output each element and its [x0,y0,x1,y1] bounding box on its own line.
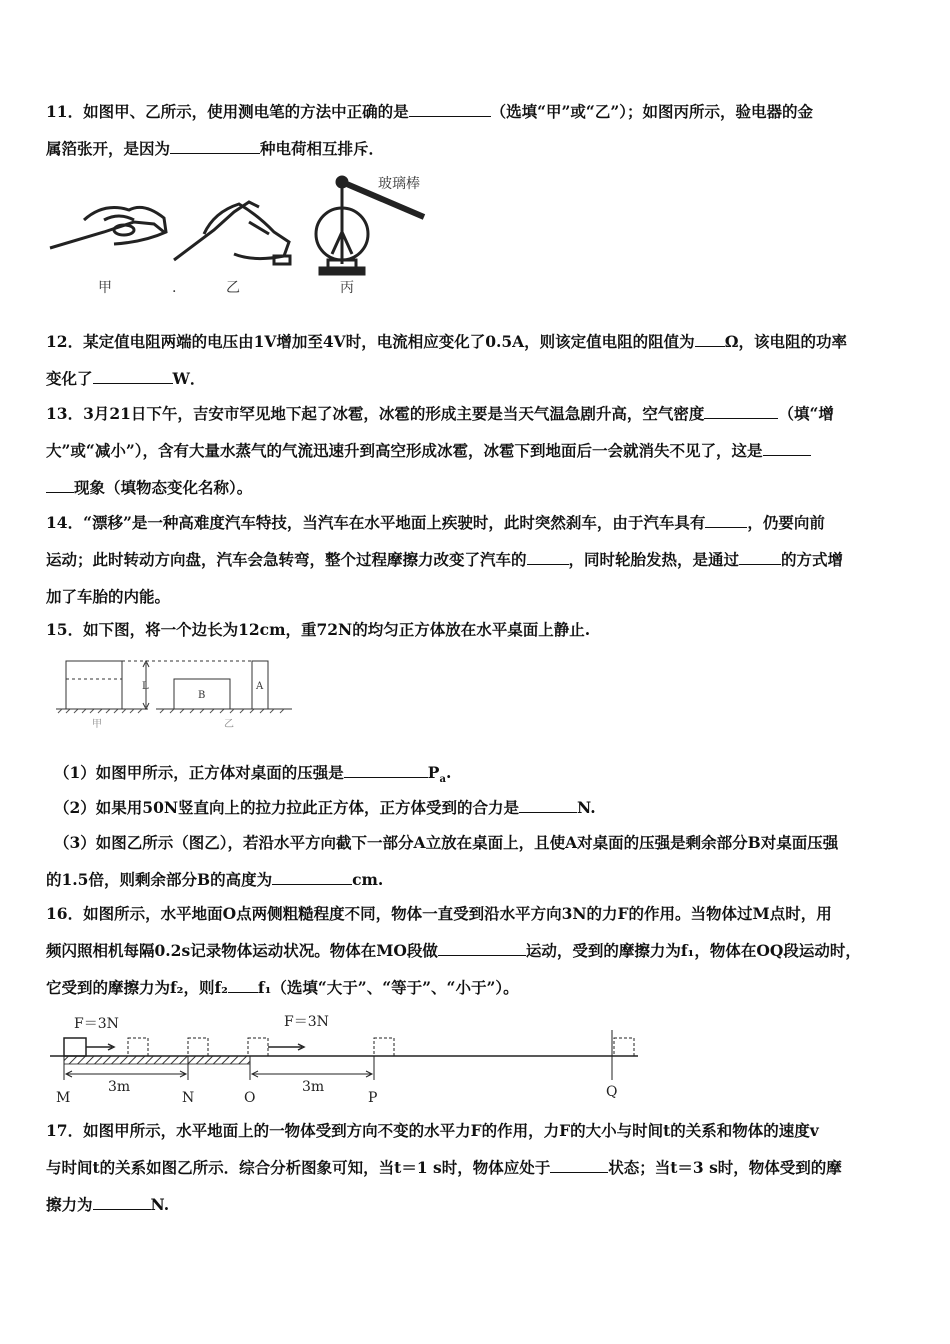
q12-line-1: 12．某定值电阻两端的电压由1V增加至4V时，电流相应变化了0.5A，则该定值电阻的阻值为 Ω，该电阻的功率 [46,332,847,351]
q16-line-2: 频闪照相机每隔0.2s记录物体运动状况。物体在MO段做 运动，受到的摩擦力为f₁，物体在OQ段运动时， [46,941,861,960]
q17-blank-2[interactable] [93,1195,151,1210]
q11-figure [44,172,444,302]
test-pen-hand-a [50,207,166,248]
q13-blank-2[interactable] [763,441,811,456]
distance-label-2: 3m [302,1079,325,1095]
q15-part-2: （2）如果用50N竖直向上的拉力拉此正方体，正方体受到的合力是 N. [54,798,596,817]
fig-dot: . [172,280,177,296]
q12-line-2: 变化了 W． [46,369,206,388]
distance-label-1: 3m [108,1079,131,1095]
q15-blank-2[interactable] [519,798,577,813]
q11-line-2: 属箔张开，是因为 种电荷相互排斥． [46,139,385,158]
q14-blank-1[interactable] [705,513,747,528]
q11-line-1: 11．如图甲、乙所示，使用测电笔的方法中正确的是 （选填“甲”或“乙”）；如图丙所示，验电器的金 [46,102,813,121]
q15-part-3-line-2: 的1.5倍，则剩余部分B的高度为 cm. [46,870,384,889]
point-P: P [368,1090,378,1105]
q15-figure [52,655,302,730]
q15-part-1: （1）如图甲所示，正方体对桌面的压强是 $P_a$. [54,763,452,786]
q16-blank-1[interactable] [438,941,526,956]
q16-line-1: 16．如图所示，水平地面O点两侧粗糙程度不同，物体一直受到沿水平方向3N的力F的作用。当物体过M点时，用 [46,904,832,923]
q13-line-3: 现象（填物态变化名称）。 [46,478,252,498]
q11-blank-1[interactable] [409,102,491,117]
q15-line-1: 15．如下图，将一个边长为12cm，重72N的均匀正方体放在水平桌面上静止. [46,620,591,639]
q15-blank-3[interactable] [272,870,352,885]
ground-hatch-jia [58,709,142,713]
fig-yi-label: 乙 [224,719,234,730]
q16-figure [46,1010,646,1105]
cube-jia [66,661,122,709]
point-O: O [244,1090,256,1105]
rough-surface [64,1056,250,1064]
q12-blank-1[interactable] [695,332,725,347]
q16-line-3: 它受到的摩擦力为f₂，则f₂ f₁（选填“大于”、“等于”、“小于”）。 [46,978,519,997]
point-N: N [182,1090,195,1105]
q15-part-3: （3）如图乙所示（图乙），若沿水平方向截下一部分A立放在桌面上，且使A对桌面的压强是剩余部分B对桌面压强 [54,833,839,852]
q17-line-2: 与时间t的关系如图乙所示．综合分析图象可知，当t＝1 s时，物体应处于 状态；当t＝3 s时，物体受到的摩 [46,1158,842,1177]
fig-B-label: B [198,690,206,701]
q14-blank-3[interactable] [739,550,781,565]
fig-A-label: A [256,681,264,692]
q13-line-2: 大”或“减小”），含有大量水蒸气的气流迅速升到高空形成冰雹，冰雹下到地面后一会就消失不见了，这是 [46,441,811,461]
q16-blank-2[interactable] [228,978,258,993]
force-label-2: F＝3N [284,1014,329,1030]
block-O [248,1038,268,1056]
q12-blank-2[interactable] [93,369,173,384]
point-Q: Q [606,1084,618,1100]
q14-line-3: 加了车胎的内能。 [46,587,171,606]
force-label-1: F＝3N [74,1016,119,1032]
fig-label-jia: 甲 [98,280,112,296]
q14-line-2: 运动；此时转动方向盘，汽车会急转弯，整个过程摩擦力改变了汽车的 ，同时轮胎发热，是通过 的方式增 [46,550,844,569]
q13-line-1: 13．3月21日下午，吉安市罕见地下起了冰雹，冰雹的形成主要是当天气温急剧升高，空气密度 （填“增 [46,404,834,423]
fig-label-bing: 丙 [340,280,354,296]
ground-hatch-yi [160,709,284,713]
fig-L-label: L [142,681,149,692]
q14-line-1: 14．“漂移”是一种高难度汽车特技，当汽车在水平地面上疾驶时，此时突然刹车，由于汽车具有 ，仍要向前 [46,513,825,532]
q17-line-3: 擦力为 N. [46,1195,170,1214]
glass-rod-label: 玻璃棒 [378,176,420,192]
fig-label-yi: 乙 [226,280,240,296]
q17-blank-1[interactable] [550,1158,608,1173]
q13-blank-3[interactable] [46,478,74,493]
q11-blank-2[interactable] [170,139,260,154]
test-pen-hand-b [174,202,290,264]
q17-line-1: 17．如图甲所示，水平地面上的一物体受到方向不变的水平力F的作用，力F的大小与时间t的关系和物体的速度v [46,1121,819,1140]
q14-blank-2[interactable] [527,550,569,565]
q15-blank-1[interactable] [344,763,428,778]
block-M [64,1038,86,1056]
block-Q [614,1038,634,1056]
q13-blank-1[interactable] [704,404,778,419]
fig-jia-label: 甲 [92,719,102,730]
point-M: M [56,1090,71,1105]
